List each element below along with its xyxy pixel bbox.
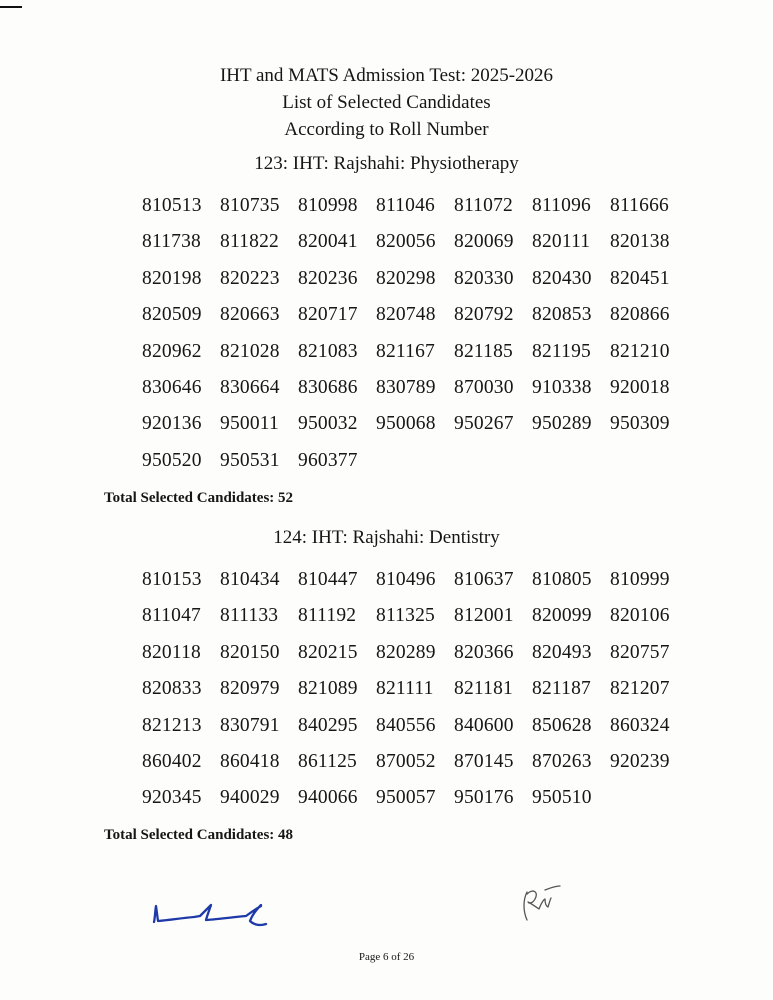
header-title: IHT and MATS Admission Test: 2025-2026 [219, 65, 554, 86]
roll-number: 950520 [142, 449, 202, 471]
roll-number: 870263 [532, 750, 592, 772]
roll-number: 820366 [454, 641, 514, 663]
roll-number: 820792 [454, 304, 514, 326]
roll-number: 810496 [376, 569, 436, 590]
roll-grid-physiotherapy [142, 195, 688, 486]
roll-number: 820298 [376, 267, 436, 289]
roll-number: 860324 [610, 714, 670, 736]
roll-number: 950011 [220, 413, 279, 435]
roll-number: 810999 [610, 569, 670, 590]
roll-number: 820866 [610, 304, 670, 326]
roll-number: 820099 [532, 605, 592, 627]
roll-number: 811046 [376, 195, 435, 216]
roll-number: 820962 [142, 340, 202, 362]
roll-number: 821181 [454, 678, 513, 700]
roll-number: 950057 [376, 787, 436, 809]
roll-number: 820118 [142, 641, 201, 663]
roll-number: 810447 [298, 569, 358, 590]
total-physiotherapy: Total Selected Candidates: 52 [104, 490, 294, 506]
total-dentistry: Total Selected Candidates: 48 [104, 827, 294, 843]
roll-number: 950510 [532, 787, 592, 809]
roll-number: 950289 [532, 413, 592, 435]
roll-number: 920136 [142, 413, 202, 435]
roll-grid-dentistry [142, 569, 688, 824]
signature-left [148, 896, 276, 932]
page-number: Page 6 of 26 [358, 951, 415, 963]
roll-number: 820150 [220, 641, 280, 663]
roll-number: 950068 [376, 413, 436, 435]
roll-number: 950267 [454, 413, 514, 435]
roll-number: 811133 [220, 605, 279, 627]
roll-number: 821185 [454, 340, 513, 362]
roll-number: 830791 [220, 714, 280, 736]
roll-number: 950176 [454, 787, 514, 809]
roll-number: 820106 [610, 605, 670, 627]
roll-number: 820833 [142, 678, 202, 700]
roll-number: 811666 [610, 195, 669, 216]
roll-number: 821187 [532, 678, 591, 700]
roll-number: 860418 [220, 750, 280, 772]
roll-number: 810153 [142, 569, 202, 590]
roll-number: 940029 [220, 787, 280, 809]
roll-number: 821195 [532, 340, 591, 362]
roll-number: 920239 [610, 750, 670, 772]
roll-number: 820138 [610, 231, 670, 253]
roll-number: 870052 [376, 750, 436, 772]
roll-number: 810513 [142, 195, 202, 216]
roll-number: 840295 [298, 714, 358, 736]
roll-number: 820430 [532, 267, 592, 289]
roll-number: 820223 [220, 267, 280, 289]
roll-number: 860402 [142, 750, 202, 772]
roll-number: 820330 [454, 267, 514, 289]
roll-number: 820853 [532, 304, 592, 326]
roll-number: 820979 [220, 678, 280, 700]
roll-number: 920018 [610, 376, 670, 398]
roll-number: 840600 [454, 714, 514, 736]
roll-number: 861125 [298, 750, 357, 772]
roll-number: 870145 [454, 750, 514, 772]
roll-number: 820198 [142, 267, 202, 289]
roll-number: 820215 [298, 641, 358, 663]
section-title-physiotherapy: 123: IHT: Rajshahi: Physiotherapy [254, 153, 519, 174]
section-title-dentistry: 124: IHT: Rajshahi: Dentistry [273, 527, 500, 548]
roll-number: 820236 [298, 267, 358, 289]
roll-number: 830686 [298, 376, 358, 398]
roll-number: 811072 [454, 195, 513, 216]
roll-number: 820451 [610, 267, 670, 289]
roll-number: 811047 [142, 605, 201, 627]
roll-number: 810805 [532, 569, 592, 590]
roll-number: 821167 [376, 340, 435, 362]
roll-number: 820509 [142, 304, 202, 326]
scan-edge-mark [0, 6, 22, 8]
roll-number: 821213 [142, 714, 202, 736]
roll-number: 820041 [298, 231, 358, 253]
roll-number: 940066 [298, 787, 358, 809]
roll-number: 830789 [376, 376, 436, 398]
roll-number: 810434 [220, 569, 280, 590]
roll-number: 830646 [142, 376, 202, 398]
roll-number: 810735 [220, 195, 280, 216]
document-header [0, 62, 773, 143]
roll-number: 840556 [376, 714, 436, 736]
signature-right [515, 878, 565, 924]
roll-number: 820663 [220, 304, 280, 326]
roll-number: 820069 [454, 231, 514, 253]
roll-number: 960377 [298, 449, 358, 471]
roll-number: 810998 [298, 195, 358, 216]
header-subtitle-order: According to Roll Number [284, 119, 489, 140]
roll-number: 821207 [610, 678, 670, 700]
roll-number: 820748 [376, 304, 436, 326]
roll-number: 820056 [376, 231, 436, 253]
header-subtitle: List of Selected Candidates [282, 92, 491, 113]
roll-number: 811325 [376, 605, 435, 627]
roll-number: 830664 [220, 376, 280, 398]
roll-number: 811192 [298, 605, 357, 627]
roll-number: 950032 [298, 413, 358, 435]
roll-number: 812001 [454, 605, 514, 627]
roll-number: 811738 [142, 231, 201, 253]
roll-number: 821111 [376, 678, 434, 700]
roll-number: 810637 [454, 569, 514, 590]
roll-number: 820757 [610, 641, 670, 663]
roll-number: 821210 [610, 340, 670, 362]
roll-number: 821028 [220, 340, 280, 362]
roll-number: 820289 [376, 641, 436, 663]
roll-number: 950309 [610, 413, 670, 435]
roll-number: 820111 [532, 231, 591, 253]
roll-number: 870030 [454, 376, 514, 398]
roll-number: 910338 [532, 376, 592, 398]
roll-number: 850628 [532, 714, 592, 736]
roll-number: 821083 [298, 340, 358, 362]
roll-number: 821089 [298, 678, 358, 700]
roll-number: 820717 [298, 304, 358, 326]
roll-number: 811096 [532, 195, 591, 216]
roll-number: 820493 [532, 641, 592, 663]
roll-number: 920345 [142, 787, 202, 809]
roll-number: 811822 [220, 231, 279, 253]
roll-number: 950531 [220, 449, 280, 471]
